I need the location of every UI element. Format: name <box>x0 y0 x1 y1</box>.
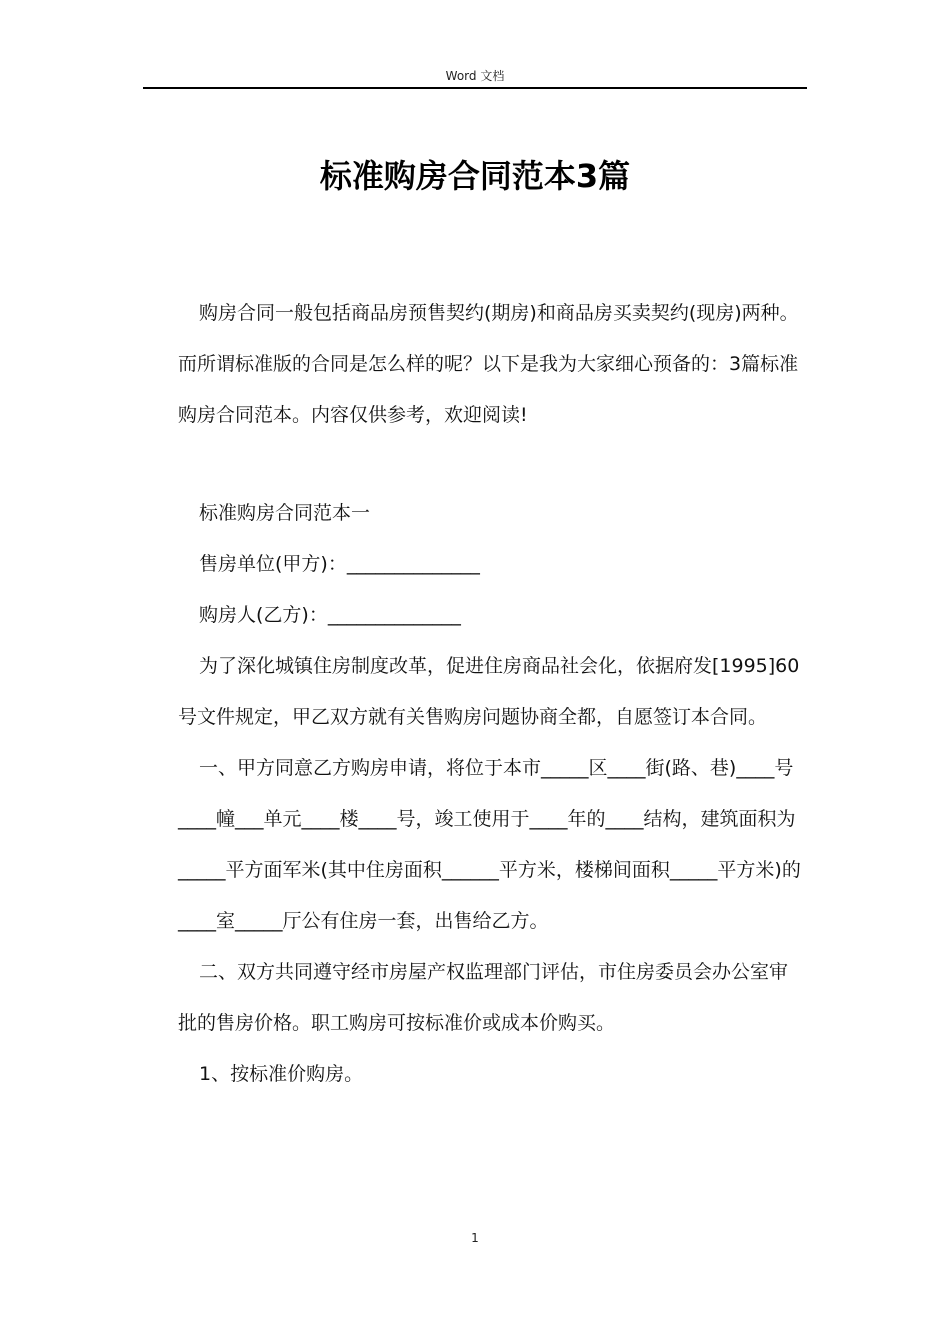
item-1-paragraph: 1、按标准价购房。 <box>199 1063 364 1085</box>
clause-1-paragraph: 一、甲方同意乙方购房申请，将位于本市_____区____街(路、巷)____号____幢___单元____楼____号，竣工使用于____年的____结构，建筑面积为_____平方面军米(其中住房面积______平方米，楼梯间面积_____平方米)的____室_____厅公有住房一套，出售给乙方。 <box>178 757 801 932</box>
intro-paragraph: 购房合同一般包括商品房预售契约(期房)和商品房买卖契约(现房)两种。而所谓标准版的合同是怎么样的呢？以下是我为大家细心预备的：3篇标准购房合同范本。内容仅供参考，欢迎阅读! <box>178 302 799 426</box>
document-title: 标准购房合同范本3篇 <box>319 157 631 195</box>
document-body <box>178 288 804 1100</box>
section-title: 标准购房合同范本一 <box>199 502 371 524</box>
paragraph-spacer <box>178 441 804 488</box>
header-label: Word 文档 <box>445 69 505 83</box>
page-number: 1 <box>471 1231 479 1245</box>
header-divider <box>143 87 807 89</box>
clause-2-paragraph: 二、双方共同遵守经市房屋产权监理部门评估，市住房委员会办公室审批的售房价格。职工购房可按标准价或成本价购买。 <box>178 961 789 1034</box>
seller-line: 售房单位(甲方)：______________ <box>199 553 480 575</box>
preamble-paragraph: 为了深化城镇住房制度改革，促进住房商品社会化，依据府发[1995]60号文件规定，甲乙双方就有关售购房问题协商全都，自愿签订本合同。 <box>178 655 800 728</box>
buyer-line: 购房人(乙方)：______________ <box>199 604 461 626</box>
